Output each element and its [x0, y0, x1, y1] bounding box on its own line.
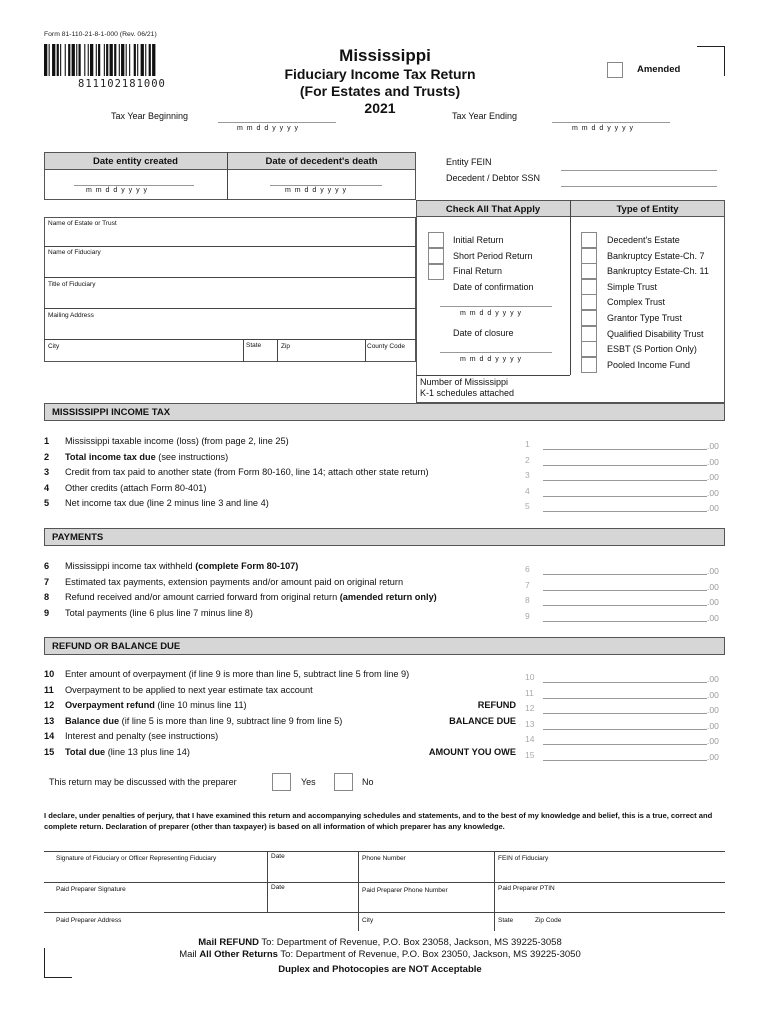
k1-label-2: K-1 schedules attached	[420, 388, 515, 398]
line-result-label: REFUND	[477, 700, 516, 711]
fein-fiduciary-field[interactable]: FEIN of Fiduciary	[498, 855, 549, 862]
line-description	[65, 731, 218, 741]
mail-refund-address: To: Department of Revenue, P.O. Box 23058, Jackson, MS 39225-3058	[258, 937, 562, 948]
line-number: 10	[44, 669, 55, 679]
amount-line-number: 15	[525, 750, 535, 760]
form-subtitle: (For Estates and Trusts)	[299, 83, 461, 99]
amended-checkbox[interactable]	[607, 62, 623, 78]
declaration-text: I declare, under penalties of perjury, that I have examined this return and accompanying schedules and statements, and to the best of my knowledge and belief, this is a true, correct and complete return. Declaration of preparer (other than taxpayer) is based on all information of which preparer has any knowledge.	[44, 811, 713, 831]
check-all-header: Check All That Apply	[445, 204, 541, 215]
discuss-label: This return may be discussed with the preparer	[49, 777, 237, 787]
amount-field[interactable]	[543, 744, 707, 745]
line-text: Enter amount of overpayment (if line 9 is more than line 5, subtract line 5 from line 9)	[65, 669, 410, 679]
tax-year: 2021	[364, 100, 396, 116]
estate-name-field[interactable]: Name of Estate or Trust	[48, 220, 117, 227]
amount-cents: .00	[707, 736, 719, 747]
amount-cents: .00	[707, 597, 719, 608]
entity-fein-label: Entity FEIN	[446, 157, 492, 167]
date-hint: m m d d y y y y	[460, 356, 522, 363]
amount-field[interactable]	[543, 729, 707, 730]
tax-year-ending-field[interactable]	[552, 122, 670, 123]
line-number: 14	[44, 731, 55, 742]
barcode-bar	[145, 44, 146, 76]
barcode-bar	[96, 44, 97, 76]
barcode-bar	[129, 44, 130, 76]
line-text: Mississippi taxable income (loss) (from page 2, line 25)	[65, 436, 289, 446]
fiduciary-title-field[interactable]: Title of Fiduciary	[48, 281, 96, 288]
preparer-signature-field[interactable]: Paid Preparer Signature	[56, 886, 126, 893]
line-description	[65, 467, 429, 477]
amount-line-number: 14	[525, 734, 535, 745]
entity-type-label: Decedent's Estate	[607, 235, 680, 245]
line-number: 1	[44, 436, 50, 446]
line-text: (if line 5 is more than line 9, subtract line 9 from line 5)	[119, 715, 343, 726]
line-text: (see instructions)	[155, 451, 229, 462]
barcode-bar	[76, 44, 77, 76]
amount-cents: .00	[707, 441, 719, 451]
amount-field[interactable]	[543, 713, 707, 714]
fiduciary-signature-field[interactable]: Signature of Fiduciary or Officer Representing Fiduciary	[56, 855, 217, 862]
form-number: Form 81-110-21-8-1-000 (Rev. 06/21)	[44, 31, 157, 38]
barcode-bar	[106, 44, 108, 76]
amount-line-number: 13	[525, 718, 535, 729]
amount-field[interactable]	[543, 605, 707, 606]
date-confirmation-label: Date of confirmation	[453, 282, 534, 292]
amount-cents: .00	[707, 612, 719, 623]
payments-section-header: PAYMENTS	[44, 528, 725, 546]
line-text-bold: Total income tax due	[65, 451, 156, 462]
city-field[interactable]: City	[48, 343, 60, 350]
barcode-bar	[149, 44, 151, 76]
entity-type-label: Complex Trust	[607, 297, 666, 308]
amount-line-number: 8	[525, 595, 530, 606]
amount-line-number: 1	[525, 439, 530, 449]
income-tax-section-header: MISSISSIPPI INCOME TAX	[44, 403, 725, 421]
line-number: 7	[44, 576, 50, 587]
date-hint: m m d d y y y y	[572, 125, 634, 132]
amount-field[interactable]	[543, 590, 707, 591]
date-closure-field[interactable]	[440, 352, 552, 353]
date-hint: m m d d y y y y	[285, 187, 347, 194]
amount-field[interactable]	[543, 511, 707, 512]
final-return-checkbox[interactable]	[428, 264, 444, 280]
tax-year-beginning-field[interactable]	[218, 122, 336, 123]
preparer-state-field[interactable]: State	[498, 917, 514, 924]
date-closure-label: Date of closure	[453, 328, 514, 338]
entity-type-checkbox[interactable]	[581, 232, 597, 248]
entity-type-label: Qualified Disability Trust	[607, 328, 704, 339]
line-description	[65, 561, 298, 571]
line-text-bold: Balance due	[65, 715, 120, 726]
amount-field[interactable]	[543, 449, 707, 450]
line-text: (line 10 minus line 11)	[154, 700, 247, 711]
mail-other-address: To: Department of Revenue, P.O. Box 23050, Jackson, MS 39225-3050	[277, 949, 581, 960]
line-text: Estimated tax payments, extension payments and/or amount paid on original return	[65, 576, 404, 587]
amount-field[interactable]	[543, 574, 707, 575]
barcode-bar	[90, 44, 93, 76]
barcode-bar	[110, 44, 113, 76]
duplex-warning: Duplex and Photocopies are NOT Acceptable	[278, 964, 482, 975]
barcode-bar	[72, 44, 75, 76]
date-entity-created-label: Date entity created	[92, 156, 178, 167]
line-text: Mississippi income tax withheld	[65, 561, 196, 571]
initial-return-label: Initial Return	[453, 235, 504, 245]
barcode-bar	[68, 44, 70, 76]
amount-cents: .00	[707, 487, 719, 498]
amount-field[interactable]	[543, 496, 707, 497]
date-hint: m m d d y y y y	[460, 310, 522, 317]
entity-type-checkbox[interactable]	[581, 279, 597, 295]
form-title: Fiduciary Income Tax Return	[284, 66, 476, 82]
line-description	[65, 452, 228, 462]
date-decedent-death-field[interactable]	[270, 185, 382, 186]
preparer-date-field[interactable]: Date	[271, 884, 285, 891]
entity-type-label: Bankruptcy Estate-Ch. 7	[607, 250, 705, 261]
date-field[interactable]: Date	[271, 853, 285, 860]
decedent-ssn-label: Decedent / Debtor SSN	[446, 173, 541, 183]
amount-field[interactable]	[543, 621, 707, 622]
date-decedent-death-label: Date of decedent's death	[265, 156, 378, 167]
line-number: 6	[44, 561, 50, 571]
corner-mark-bottom	[44, 948, 72, 978]
initial-return-checkbox[interactable]	[428, 232, 444, 248]
corner-mark-top	[697, 46, 725, 76]
amount-cents: .00	[707, 705, 719, 716]
barcode	[44, 44, 230, 76]
line-description	[65, 577, 403, 587]
preparer-zip-field[interactable]: Zip Code	[535, 917, 562, 924]
line-text: Interest and penalty (see instructions)	[65, 731, 219, 742]
entity-type-checkbox[interactable]	[581, 248, 597, 264]
zip-field[interactable]: Zip	[281, 343, 291, 350]
entity-type-label: ESBT (S Portion Only)	[607, 344, 697, 355]
amount-line-number: 12	[525, 703, 535, 714]
name-block	[44, 217, 416, 362]
amount-cents: .00	[707, 674, 719, 684]
amount-line-number: 7	[525, 579, 530, 590]
entity-type-checkbox[interactable]	[581, 294, 597, 310]
line-text-bold: Overpayment refund	[65, 700, 155, 711]
entity-type-checkbox[interactable]	[581, 357, 597, 373]
entity-type-checkbox[interactable]	[581, 326, 597, 342]
amount-line-number: 6	[525, 564, 530, 574]
barcode-bar	[52, 44, 55, 76]
entity-type-checkbox[interactable]	[581, 263, 597, 279]
line-text: (line 13 plus line 14)	[105, 747, 190, 757]
barcode-bar	[57, 44, 59, 76]
line-text: Net income tax due (line 2 minus line 3 and line 4)	[65, 498, 269, 509]
amount-line-number: 4	[525, 485, 530, 496]
amount-line-number: 11	[525, 687, 534, 698]
barcode-number: 811102181000	[78, 78, 228, 91]
amount-field[interactable]	[543, 760, 707, 761]
barcode-bar	[121, 44, 124, 76]
entity-type-checkbox[interactable]	[581, 341, 597, 357]
amount-line-number: 3	[525, 470, 530, 481]
amount-line-number: 2	[525, 454, 530, 465]
amended-label: Amended	[637, 64, 681, 75]
amount-field[interactable]	[543, 682, 707, 683]
discuss-no-label: No	[362, 777, 374, 787]
final-return-label: Final Return	[453, 266, 503, 276]
tax-year-ending-label: Tax Year Ending	[452, 111, 518, 121]
amount-line-number: 9	[525, 610, 530, 621]
entity-type-label: Grantor Type Trust	[607, 313, 682, 323]
preparer-ptin-field[interactable]: Paid Preparer PTIN	[498, 885, 555, 892]
line-number: 9	[44, 607, 50, 618]
line-text: Other credits (attach Form 80-401)	[65, 482, 207, 493]
line-text-bold: (amended return only)	[339, 592, 437, 603]
k1-label-1: Number of Mississippi	[420, 377, 509, 387]
amount-line-number: 10	[525, 672, 535, 682]
amount-cents: .00	[707, 752, 719, 762]
state-field[interactable]: State	[246, 342, 262, 349]
line-description	[65, 608, 253, 618]
barcode-bar	[104, 44, 105, 76]
state-title: Mississippi	[339, 46, 431, 65]
barcode-bar	[152, 44, 155, 76]
barcode-bar	[114, 44, 116, 76]
refund-section-header: REFUND OR BALANCE DUE	[44, 637, 725, 655]
line-text: Overpayment to be applied to next year estimate tax account	[65, 684, 313, 695]
amount-cents: .00	[707, 456, 719, 467]
line-number: 15	[44, 747, 55, 757]
phone-field[interactable]: Phone Number	[362, 855, 406, 862]
line-number: 12	[44, 700, 55, 711]
line-description	[65, 685, 313, 695]
barcode-bar	[44, 44, 47, 76]
line-text: Total payments (line 6 plus line 7 minus line 8)	[65, 607, 253, 618]
line-description	[65, 669, 409, 679]
barcode-bar	[88, 44, 89, 76]
line-description	[65, 483, 206, 493]
line-number: 13	[44, 715, 55, 726]
barcode-bar	[141, 44, 144, 76]
date-confirmation-field[interactable]	[440, 306, 552, 307]
line-number: 8	[44, 592, 50, 603]
line-number: 5	[44, 498, 50, 509]
preparer-city-field[interactable]: City	[362, 917, 374, 924]
line-description	[65, 747, 190, 757]
line-result-label: AMOUNT YOU OWE	[428, 747, 516, 757]
short-period-checkbox[interactable]	[428, 248, 444, 264]
line-description	[65, 700, 247, 710]
amount-field[interactable]	[543, 480, 707, 481]
amount-field[interactable]	[543, 698, 707, 699]
amount-cents: .00	[707, 503, 719, 514]
mailing-address-field[interactable]: Mailing Address	[48, 312, 94, 319]
county-code-field[interactable]: County Code	[367, 343, 405, 350]
barcode-bar	[98, 44, 100, 76]
mail-refund	[100, 937, 660, 948]
line-text-bold: Total due	[65, 747, 106, 757]
fiduciary-name-field[interactable]: Name of Fiduciary	[48, 249, 101, 256]
barcode-bar	[119, 44, 120, 76]
tax-year-beginning-label: Tax Year Beginning	[111, 111, 189, 121]
amount-field[interactable]	[543, 465, 707, 466]
date-entity-created-field[interactable]	[74, 185, 194, 186]
entity-type-header: Type of Entity	[616, 204, 679, 215]
line-number: 3	[44, 467, 50, 478]
date-hint: m m d d y y y y	[86, 187, 148, 194]
mail-refund-label: Mail REFUND	[198, 937, 259, 948]
line-text: Refund received and/or amount carried forward from original return	[65, 592, 340, 603]
mail-other	[100, 949, 660, 960]
date-hint: m m d d y y y y	[237, 125, 299, 132]
amount-cents: .00	[707, 720, 719, 731]
barcode-bar	[49, 44, 50, 76]
barcode-bar	[65, 44, 66, 76]
mail-other-label: All Other Returns	[199, 949, 278, 960]
line-number: 4	[44, 482, 50, 493]
entity-type-label: Pooled Income Fund	[607, 359, 691, 370]
entity-type-label: Bankruptcy Estate-Ch. 11	[607, 266, 709, 277]
barcode-bar	[84, 44, 85, 76]
line-description	[65, 498, 269, 508]
preparer-address-field[interactable]: Paid Preparer Address	[56, 917, 122, 924]
discuss-no-checkbox[interactable]	[334, 773, 353, 791]
amount-cents: .00	[707, 566, 719, 576]
line-description	[65, 436, 289, 446]
mail-other-prefix: Mail	[179, 949, 200, 960]
line-result-label: BALANCE DUE	[449, 715, 516, 726]
barcode-bar	[79, 44, 81, 76]
line-number: 11	[44, 684, 54, 695]
barcode-bar	[60, 44, 61, 76]
barcode-bar	[137, 44, 138, 76]
short-period-label: Short Period Return	[453, 251, 533, 261]
entity-fein-field[interactable]	[561, 170, 717, 171]
barcode-bar	[134, 44, 136, 76]
preparer-phone-field[interactable]: Paid Preparer Phone Number	[362, 887, 448, 894]
amount-line-number: 5	[525, 501, 530, 512]
amount-cents: .00	[707, 581, 719, 592]
entity-type-label: Simple Trust	[607, 281, 658, 292]
barcode-bar	[126, 44, 127, 76]
discuss-yes-checkbox[interactable]	[272, 773, 291, 791]
decedent-ssn-field[interactable]	[561, 186, 717, 187]
entity-type-checkbox[interactable]	[581, 310, 597, 326]
amount-cents: .00	[707, 689, 719, 700]
line-description	[65, 592, 437, 602]
line-number: 2	[44, 451, 50, 462]
line-text: Credit from tax paid to another state (from Form 80-160, line 14; attach other state return)	[65, 467, 429, 478]
amount-cents: .00	[707, 472, 719, 483]
discuss-yes-label: Yes	[301, 777, 316, 787]
line-text-bold: (complete Form 80-107)	[195, 561, 299, 571]
